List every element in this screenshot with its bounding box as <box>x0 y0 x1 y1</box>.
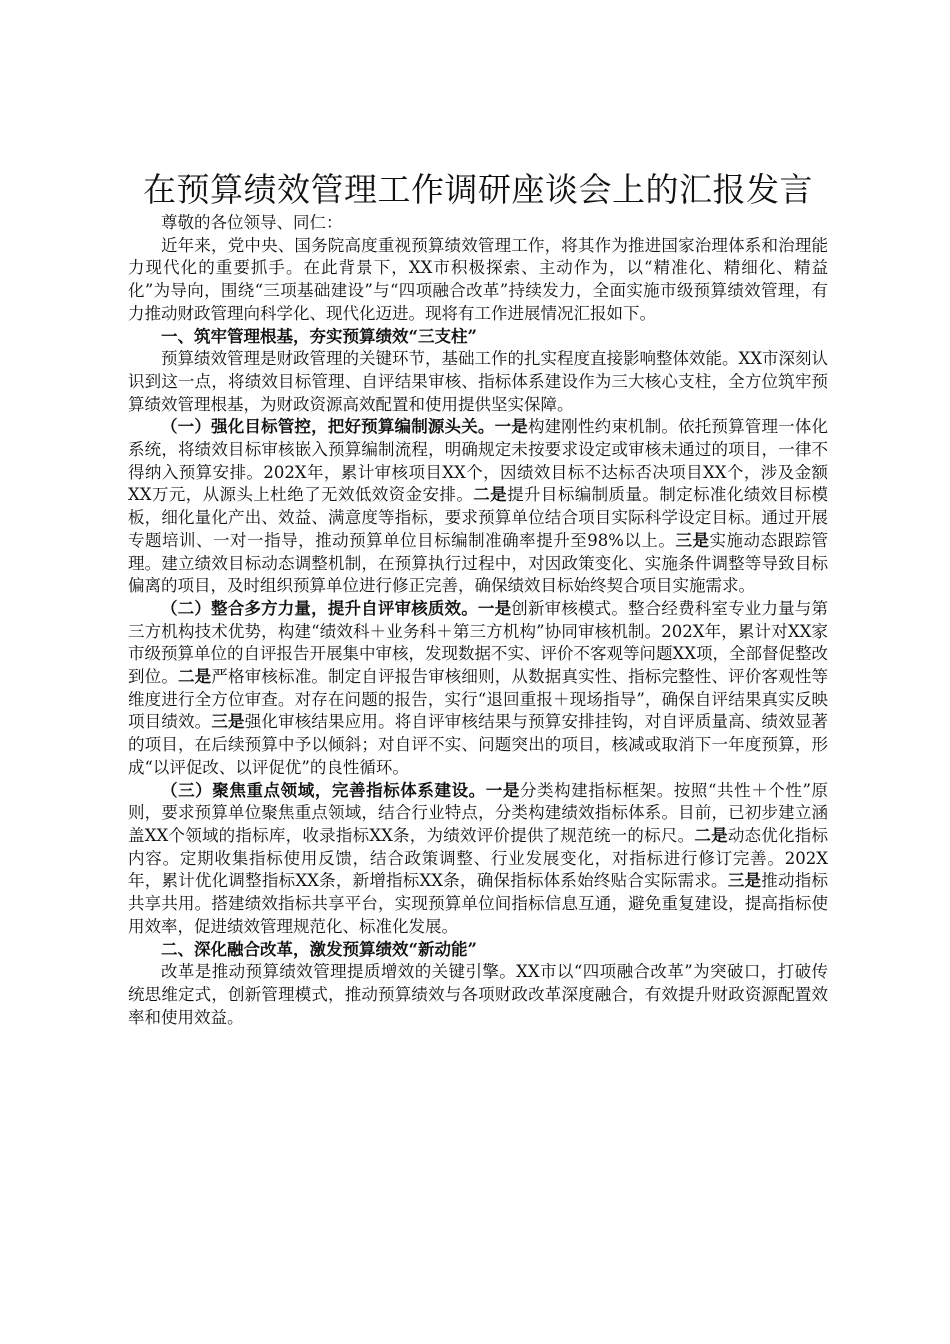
point-keyword: 三是 <box>211 712 245 732</box>
section-2-intro: 改革是推动预算绩效管理提质增效的关键引擎。XX市以“四项融合改革”为突破口，打破传统思维定式，创新管理模式，推动预算绩效与各项财政改革深度融合，有效提升财政资源配置效率和使用效益。 <box>128 962 828 1027</box>
point-keyword: 二是 <box>178 667 212 687</box>
point-text: 分类构建指标框架。按照“共性＋个性”原则，要求预算单位聚焦重点领域，结合行业特点，分类构建绩效指标体系。目前，已初步建立涵盖XX个领域的指标库，收录指标XX条，为绩效评价提供了规范统一的标尺。 <box>128 780 829 845</box>
point-keyword: 一是 <box>494 417 528 437</box>
point-text: 实施动态跟踪管理。建立绩效目标动态调整机制，在预算执行过程中，对因政策变化、实施条件调整等导致目标偏离的项目，及时组织预算单位进行修正完善，确保绩效目标始终契合项目实施需求。 <box>128 530 829 596</box>
subsection-3-paragraph <box>128 780 828 939</box>
section-2-heading: 二、深化融合改革，激发预算绩效“新动能” <box>161 939 477 959</box>
point-text: 严格审核标准。制定自评报告审核细则，从数据真实性、指标完整性、评价客观性等维度进行全方位审查。对存在问题的报告，实行“退回重报＋现场指导”，确保自评结果真实反映项目绩效。 <box>128 667 829 732</box>
greeting: 尊敬的各位领导、同仁： <box>161 213 343 232</box>
point-text: 动态优化指标内容。定期收集指标使用反馈，结合政策调整、行业发展变化，对指标进行修订完善。202X年，累计优化调整指标XX条，新增指标XX条，确保指标体系始终贴合实际需求。 <box>128 825 829 891</box>
section-1-intro: 预算绩效管理是财政管理的关键环节，基础工作的扎实程度直接影响整体效能。XX市深刻认识到这一点，将绩效目标管理、自评结果审核、指标体系建设作为三大核心支柱，全方位筑牢预算绩效管理根基，为财政资源高效配置和使用提供坚实保障。 <box>128 349 828 414</box>
point-keyword: 二是 <box>694 825 728 845</box>
subsection-3-heading: （三）聚焦重点领域，完善指标体系建设。 <box>161 780 486 800</box>
point-keyword: 二是 <box>473 485 508 505</box>
subsection-2-paragraph <box>128 598 828 780</box>
point-text: 创新审核模式。整合经费科室专业力量与第三方机构技术优势，构建“绩效科＋业务科＋第三方机构”协同审核机制。202X年，累计对XX家市级预算单位的自评报告开展集中审核，发现数据不实、评价不客观等问题XX项，全部督促整改到位。 <box>128 598 829 687</box>
intro-paragraph: 近年来，党中央、国务院高度重视预算绩效管理工作，将其作为推进国家治理体系和治理能力现代化的重要抓手。在此背景下，XX市积极探索、主动作为，以“精准化、精细化、精益化”为导向，围绕“三项基础建设”与“四项融合改革”持续发力，全面实施市级预算绩效管理，有力推动财政管理向科学化、现代化迈进。现将有工作进展情况汇报如下。 <box>128 235 828 323</box>
document-title: 在预算绩效管理工作调研座谈会上的汇报发言 <box>143 170 813 209</box>
point-keyword: 一是 <box>485 780 520 800</box>
document-page <box>128 168 828 1029</box>
subsection-2-heading: （二）整合多方力量，提升自评审核质效。 <box>161 598 478 618</box>
section-1-heading: 一、筑牢管理根基，夯实预算绩效“三支柱” <box>161 326 477 346</box>
subsection-1-paragraph <box>128 416 828 598</box>
point-keyword: 三是 <box>675 530 710 550</box>
point-text: 构建刚性约束机制。依托预算管理一体化系统，将绩效目标审核嵌入预算编制流程，明确规定未按要求设定或审核未通过的项目，一律不得纳入预算安排。202X年，累计审核项目XX个，因绩效目标不达标否决项目XX个，涉及金额XX万元，从源头上杜绝了无效低效资金安排。 <box>128 417 829 505</box>
point-text: 提升目标编制质量。制定标准化绩效目标模板，细化量化产出、效益、满意度等指标，要求预算单位结合项目实际科学设定目标。通过开展专题培训、一对一指导，推动预算单位目标编制准确率提升至98%以上。 <box>128 485 829 550</box>
point-keyword: 三是 <box>727 871 762 891</box>
subsection-1-heading: （一）强化目标管控，把好预算编制源头关。 <box>161 417 495 437</box>
point-text: 推动指标共享共用。搭建绩效指标共享平台，实现预算单位间指标信息互通，避免重复建设，提高指标使用效率，促进绩效管理规范化、标准化发展。 <box>128 871 829 936</box>
point-text: 强化审核结果应用。将自评审核结果与预算安排挂钩，对自评质量高、绩效显著的项目，在后续预算中予以倾斜；对自评不实、问题突出的项目，核减或取消下一年度预算，形成“以评促改、以评促优”的良性循环。 <box>128 712 829 777</box>
point-keyword: 一是 <box>477 598 512 618</box>
